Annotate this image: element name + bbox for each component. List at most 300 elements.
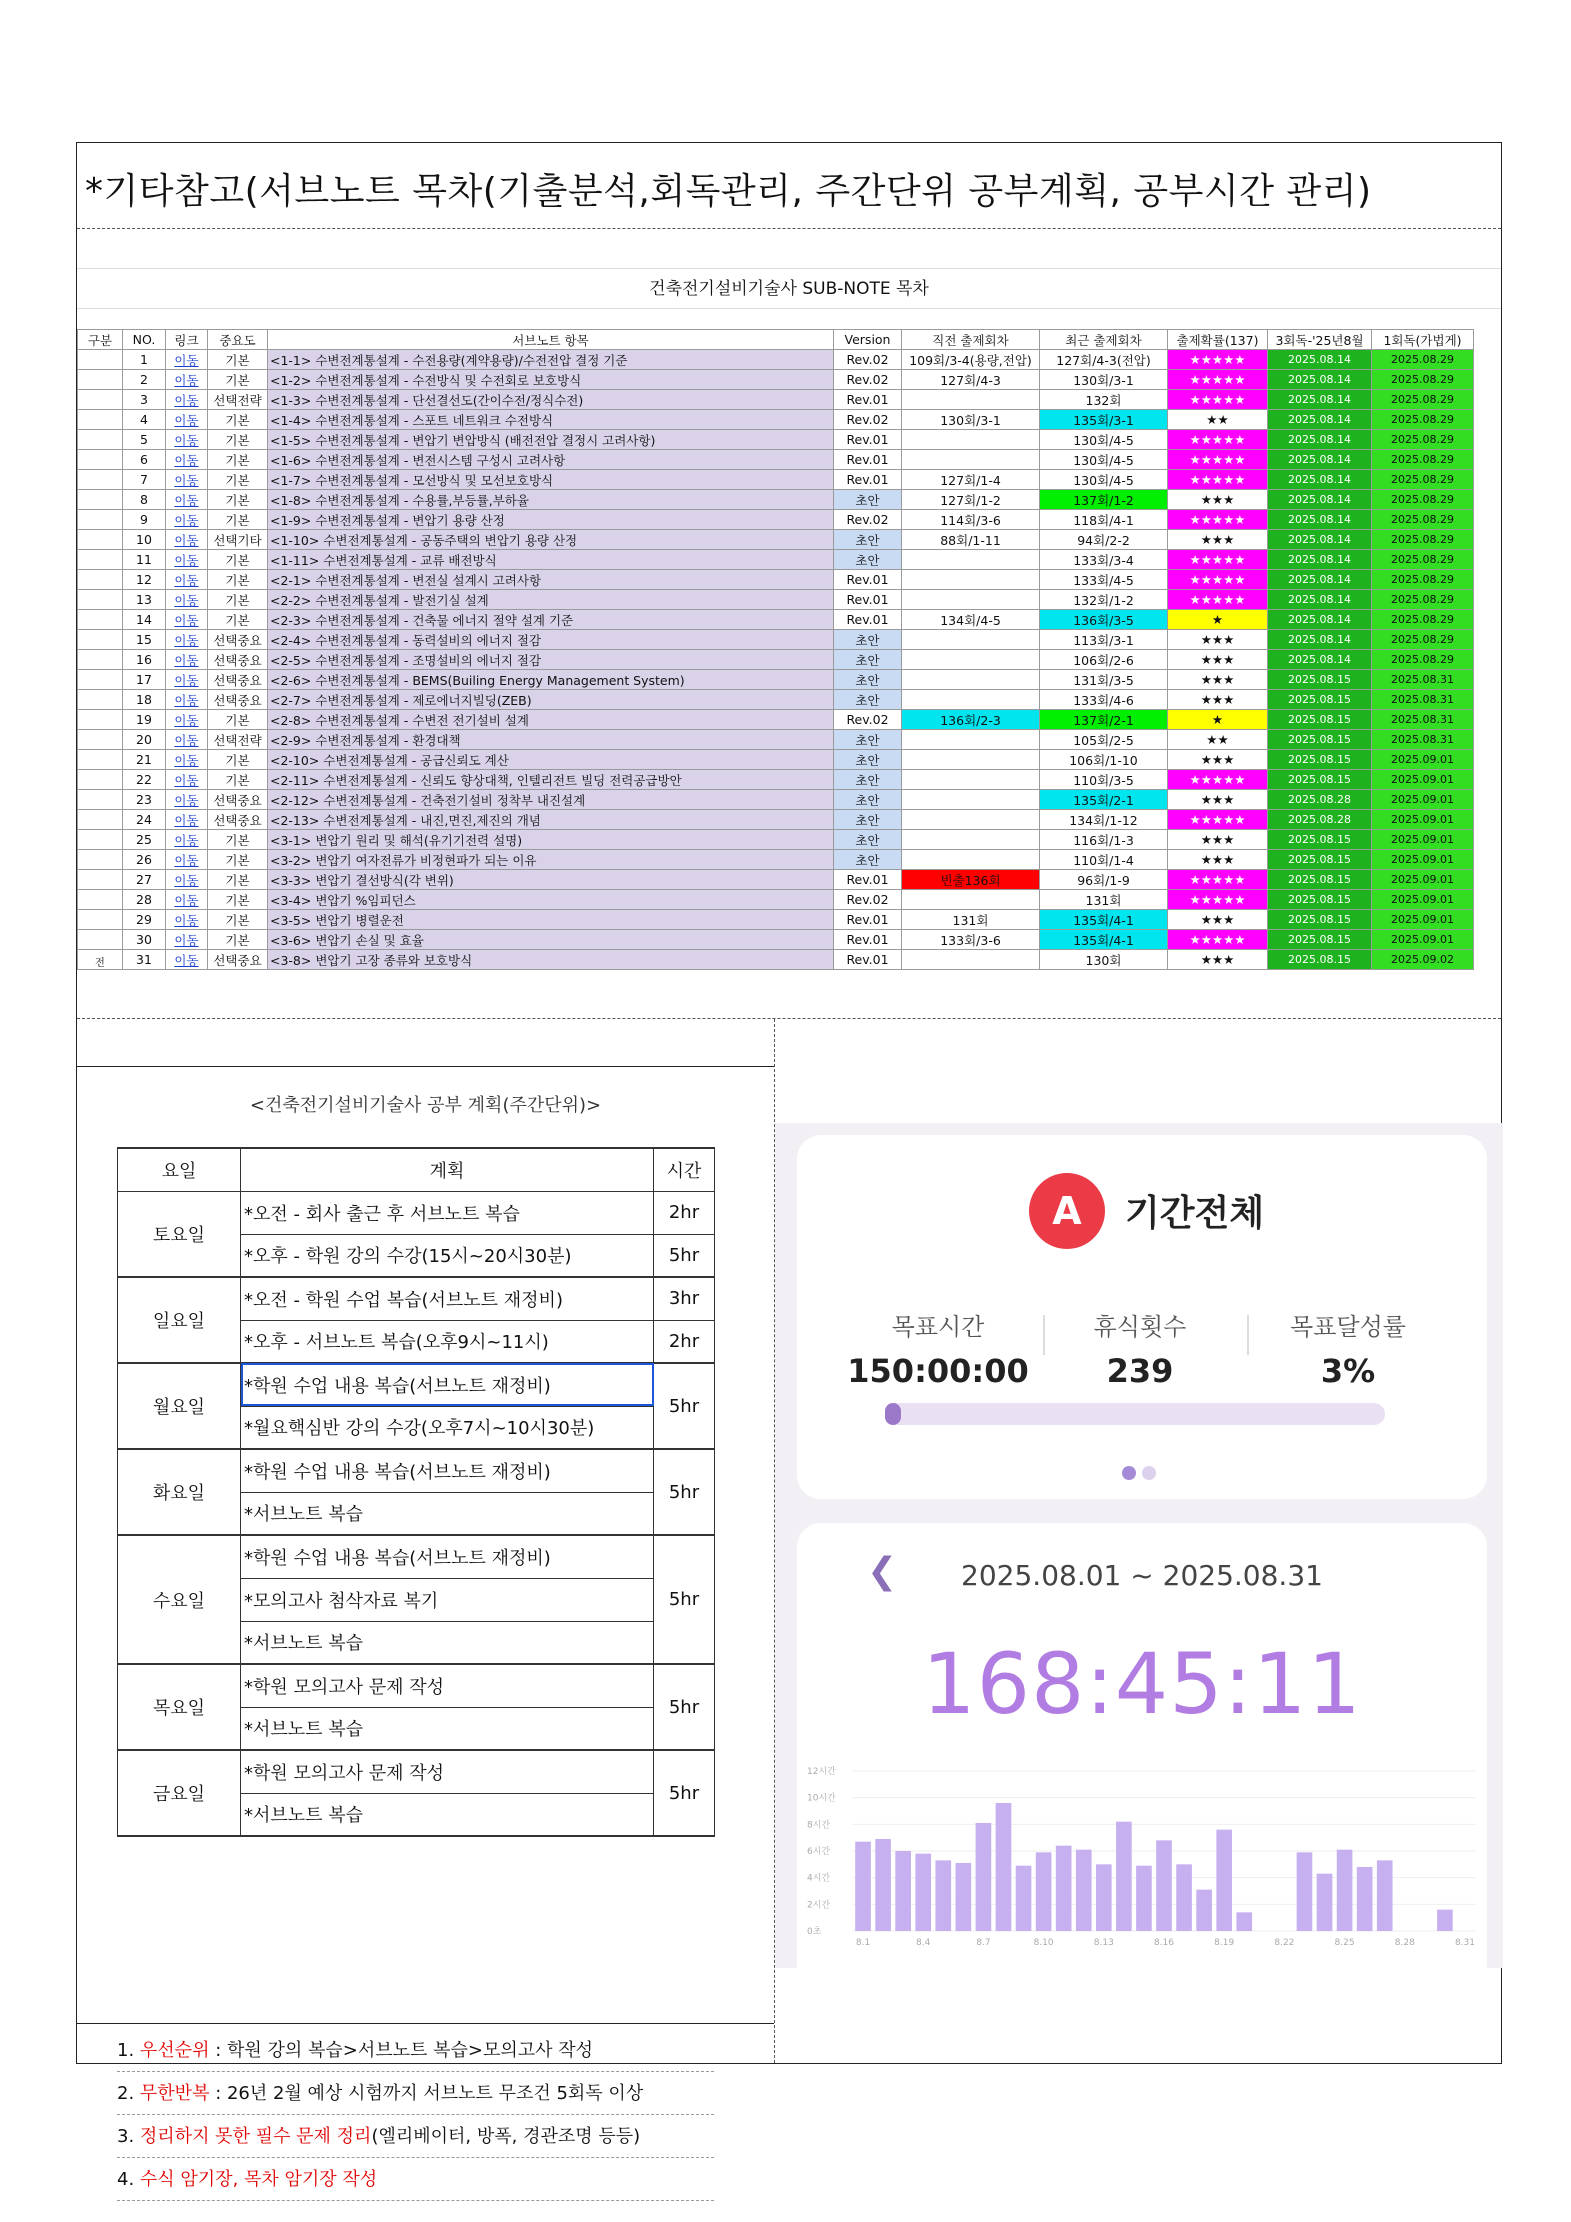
page-dot-active[interactable] (1122, 1466, 1136, 1480)
chart-bar[interactable] (855, 1842, 871, 1931)
goal-time-stat (833, 1307, 1043, 1390)
table-cell: 13 (123, 590, 166, 610)
table-cell: 2025.09.01 (1372, 770, 1474, 790)
side-label: 전 (78, 950, 123, 970)
chart-bar[interactable] (1317, 1874, 1333, 1931)
table-cell: 2025.08.29 (1372, 650, 1474, 670)
table-cell: <1-7> 수변전계통설계 - 모선방식 및 모선보호방식 (268, 470, 834, 490)
table-cell: Rev.01 (834, 430, 902, 450)
plan-hours: 5hr (654, 1363, 715, 1449)
table-cell: 135회/4-1 (1040, 930, 1168, 950)
table-row (78, 910, 1474, 930)
table-cell: 초안 (834, 490, 902, 510)
table-cell: <2-3> 수변전계통설계 - 건축물 에너지 절약 설계 기준 (268, 610, 834, 630)
table-cell: Rev.01 (834, 610, 902, 630)
table-row (78, 730, 1474, 750)
table-row (78, 610, 1474, 630)
table-cell: ★★★★★ (1168, 450, 1268, 470)
table-cell: 133회/3-6 (902, 930, 1040, 950)
chart-bar[interactable] (1437, 1910, 1453, 1931)
table-cell: 기본 (208, 450, 268, 470)
y-tick-label: 0초 (807, 1927, 822, 1937)
row-link[interactable]: 이동 (166, 710, 208, 730)
table-cell (78, 530, 123, 550)
table-cell (902, 450, 1040, 470)
table-cell (78, 430, 123, 450)
table-cell: 110회/1-4 (1040, 850, 1168, 870)
subnote-header-cell: 링크 (166, 330, 208, 350)
table-cell (902, 730, 1040, 750)
table-cell: 기본 (208, 770, 268, 790)
table-cell: 118회/4-1 (1040, 510, 1168, 530)
subnote-header-cell: 구분 (78, 330, 123, 350)
x-tick-label: 8.1 (855, 1938, 871, 1948)
table-cell: 28 (123, 890, 166, 910)
table-cell: 88회/1-11 (902, 530, 1040, 550)
chart-bar[interactable] (1377, 1860, 1393, 1931)
table-cell: Rev.01 (834, 570, 902, 590)
row-link[interactable]: 이동 (166, 590, 208, 610)
table-cell: ★★ (1168, 410, 1268, 430)
table-cell: 초안 (834, 770, 902, 790)
row-link[interactable]: 이동 (166, 530, 208, 550)
row-link[interactable]: 이동 (166, 790, 208, 810)
chart-bar[interactable] (1176, 1864, 1192, 1931)
table-cell: <3-6> 변압기 손실 및 효율 (268, 930, 834, 950)
table-cell: 기본 (208, 370, 268, 390)
table-cell: 135회/4-1 (1040, 910, 1168, 930)
table-cell: 14 (123, 610, 166, 630)
row-link[interactable]: 이동 (166, 610, 208, 630)
table-cell: 2025.08.29 (1372, 390, 1474, 410)
page-frame (76, 142, 1502, 2190)
table-cell: 130회/3-1 (902, 410, 1040, 430)
goal-summary-card (797, 1135, 1487, 1499)
table-cell: <1-5> 수변전계통설계 - 변압기 변압방식 (배전전압 결정시 고려사항) (268, 430, 834, 450)
timer-top-gap (775, 1019, 1503, 1123)
chevron-left-icon[interactable]: ❮ (867, 1551, 898, 1592)
row-link[interactable]: 이동 (166, 470, 208, 490)
subnote-header-cell: 3회독-'25년8월 (1268, 330, 1372, 350)
table-cell: 133회/4-5 (1040, 570, 1168, 590)
x-tick-label: 8.10 (1033, 1938, 1054, 1948)
table-cell: 기본 (208, 430, 268, 450)
table-cell: 2025.08.29 (1372, 450, 1474, 470)
plan-item[interactable]: *오전 - 회사 출근 후 서브노트 복습 (241, 1191, 654, 1234)
row-link[interactable]: 이동 (166, 910, 208, 930)
table-cell: 2025.08.29 (1372, 490, 1474, 510)
plan-row (118, 1664, 715, 1707)
table-cell (78, 410, 123, 430)
table-cell: 105회/2-5 (1040, 730, 1168, 750)
table-row (78, 430, 1474, 450)
table-cell: 2025.08.28 (1268, 790, 1372, 810)
table-cell: ★★ (1168, 730, 1268, 750)
subnote-header-row (78, 330, 1474, 350)
table-cell: 초안 (834, 650, 902, 670)
table-cell: 4 (123, 410, 166, 430)
row-link[interactable]: 이동 (166, 510, 208, 530)
table-cell: 2025.08.15 (1268, 930, 1372, 950)
x-tick-label: 8.28 (1394, 1938, 1415, 1948)
table-cell: 6 (123, 450, 166, 470)
x-tick-label: 8.13 (1093, 1938, 1114, 1948)
table-cell: 137회/2-1 (1040, 710, 1168, 730)
row-link[interactable]: 이동 (166, 350, 208, 370)
table-cell: <2-11> 수변전계통설계 - 신뢰도 향상대책, 인텔리전트 빌딩 전력공급방안 (268, 770, 834, 790)
row-link[interactable]: 이동 (166, 730, 208, 750)
table-cell: 선택중요 (208, 690, 268, 710)
table-cell (78, 610, 123, 630)
table-row (78, 670, 1474, 690)
row-link[interactable]: 이동 (166, 650, 208, 670)
table-cell (78, 870, 123, 890)
period-total-card (797, 1523, 1487, 1968)
table-cell: 2025.09.01 (1372, 870, 1474, 890)
row-link[interactable]: 이동 (166, 690, 208, 710)
table-cell: 136회/2-3 (902, 710, 1040, 730)
row-link[interactable]: 이동 (166, 550, 208, 570)
table-cell: 2025.08.14 (1268, 510, 1372, 530)
plan-header-hours: 시간 (654, 1148, 715, 1191)
table-cell: 2025.08.29 (1372, 510, 1474, 530)
chart-bar[interactable] (1036, 1852, 1052, 1931)
row-link[interactable]: 이동 (166, 850, 208, 870)
table-row (78, 390, 1474, 410)
table-cell (78, 850, 123, 870)
table-cell: 빈출136회 (902, 870, 1040, 890)
plan-item[interactable]: *월요핵심반 강의 수강(오후7시~10시30분) (241, 1406, 654, 1449)
table-cell: 130회 (1040, 950, 1168, 970)
table-cell: 2025.08.15 (1268, 710, 1372, 730)
table-cell: ★★★ (1168, 850, 1268, 870)
plan-note (117, 2072, 714, 2115)
plan-row (118, 1191, 715, 1234)
table-cell (78, 670, 123, 690)
table-cell: Rev.01 (834, 470, 902, 490)
table-cell: 2025.08.29 (1372, 470, 1474, 490)
table-cell: <1-3> 수변전계통설계 - 단선결선도(간이수전/정식수전) (268, 390, 834, 410)
chart-bar[interactable] (1096, 1864, 1112, 1931)
table-cell: 20 (123, 730, 166, 750)
chart-bar[interactable] (1297, 1852, 1313, 1931)
table-cell (78, 770, 123, 790)
table-cell: 23 (123, 790, 166, 810)
row-link[interactable]: 이동 (166, 930, 208, 950)
table-cell: 127회/1-4 (902, 470, 1040, 490)
chart-bar[interactable] (976, 1823, 992, 1931)
table-cell: 기본 (208, 890, 268, 910)
row-link[interactable]: 이동 (166, 950, 208, 970)
table-cell: 기본 (208, 750, 268, 770)
table-cell (78, 490, 123, 510)
plan-item[interactable]: *학원 모의고사 문제 작성 (241, 1750, 654, 1793)
table-cell: 기본 (208, 570, 268, 590)
plan-hours: 5hr (654, 1750, 715, 1836)
note-num: 4. (117, 2169, 140, 2190)
plan-hours: 2hr (654, 1191, 715, 1234)
row-link[interactable]: 이동 (166, 810, 208, 830)
note-rest: : 학원 강의 복습>서브노트 복습>모의고사 작성 (209, 2040, 594, 2061)
row-link[interactable]: 이동 (166, 870, 208, 890)
table-cell: 8 (123, 490, 166, 510)
study-plan-panel (77, 1019, 775, 2190)
chart-bar[interactable] (1056, 1846, 1072, 1931)
table-cell (902, 650, 1040, 670)
table-cell: 선택전략 (208, 730, 268, 750)
plan-day: 월요일 (118, 1363, 241, 1449)
row-link[interactable]: 이동 (166, 630, 208, 650)
table-cell: <1-10> 수변전계통설계 - 공동주택의 변압기 용량 산정 (268, 530, 834, 550)
plan-item[interactable]: *학원 수업 내용 복습(서브노트 재정비) (241, 1535, 654, 1578)
table-row (78, 350, 1474, 370)
row-link[interactable]: 이동 (166, 410, 208, 430)
plan-day: 금요일 (118, 1750, 241, 1836)
subnote-header-cell: NO. (123, 330, 166, 350)
table-cell: 기본 (208, 910, 268, 930)
table-cell: 2025.08.15 (1268, 910, 1372, 930)
plan-item[interactable]: *모의고사 첨삭자료 복기 (241, 1578, 654, 1621)
table-cell: 26 (123, 850, 166, 870)
table-cell: 15 (123, 630, 166, 650)
table-cell (902, 830, 1040, 850)
table-row (78, 570, 1474, 590)
table-cell: 2025.09.01 (1372, 850, 1474, 870)
row-link[interactable]: 이동 (166, 770, 208, 790)
table-cell (902, 390, 1040, 410)
table-cell: ★★★★★ (1168, 470, 1268, 490)
table-cell: 10 (123, 530, 166, 550)
table-cell: 127회/1-2 (902, 490, 1040, 510)
chart-bar[interactable] (996, 1803, 1012, 1931)
x-tick-label: 8.16 (1153, 1938, 1175, 1948)
table-cell: ★★★ (1168, 690, 1268, 710)
table-cell: 2025.08.14 (1268, 370, 1372, 390)
row-link[interactable]: 이동 (166, 890, 208, 910)
table-cell: 132회 (1040, 390, 1168, 410)
table-cell: 기본 (208, 870, 268, 890)
table-cell: 2025.08.15 (1268, 670, 1372, 690)
table-cell: 31 (123, 950, 166, 970)
table-cell: ★★★ (1168, 790, 1268, 810)
plan-item[interactable]: *학원 수업 내용 복습(서브노트 재정비) (241, 1449, 654, 1492)
page-dot[interactable] (1142, 1466, 1156, 1480)
table-cell: 137회/1-2 (1040, 490, 1168, 510)
plan-row (118, 1535, 715, 1578)
table-cell: ★ (1168, 610, 1268, 630)
table-cell: 2025.08.15 (1268, 730, 1372, 750)
chart-bar[interactable] (1016, 1866, 1032, 1931)
table-cell: ★★★★★ (1168, 510, 1268, 530)
note-red: 수식 암기장, 목차 암기장 작성 (139, 2169, 378, 2190)
y-tick-label: 2시간 (807, 1900, 831, 1911)
plan-item[interactable]: *오후 - 학원 강의 수강(15시~20시30분) (241, 1234, 654, 1277)
page-indicator[interactable] (1122, 1465, 1162, 1484)
table-cell: 110회/3-5 (1040, 770, 1168, 790)
table-cell: 선택중요 (208, 650, 268, 670)
y-tick-label: 8시간 (807, 1820, 831, 1831)
daily-study-chart (805, 1751, 1485, 1963)
row-link[interactable]: 이동 (166, 450, 208, 470)
row-link[interactable]: 이동 (166, 570, 208, 590)
table-cell: 초안 (834, 530, 902, 550)
chart-bar[interactable] (915, 1854, 931, 1931)
table-cell: 131회 (902, 910, 1040, 930)
chart-bar[interactable] (935, 1860, 951, 1931)
chart-bar[interactable] (956, 1863, 972, 1931)
table-cell: 초안 (834, 750, 902, 770)
row-link[interactable]: 이동 (166, 490, 208, 510)
table-cell: 131회/3-5 (1040, 670, 1168, 690)
table-cell: 16 (123, 650, 166, 670)
table-cell: ★★★★★ (1168, 810, 1268, 830)
table-cell: <1-11> 수변전계통설계 - 교류 배전방식 (268, 550, 834, 570)
plan-item[interactable]: *오후 - 서브노트 복습(오후9시~11시) (241, 1320, 654, 1363)
plan-hours: 5hr (654, 1449, 715, 1535)
table-cell: 초안 (834, 690, 902, 710)
chart-bar[interactable] (895, 1851, 911, 1931)
row-link[interactable]: 이동 (166, 370, 208, 390)
table-cell: 선택기타 (208, 530, 268, 550)
plan-header-row (118, 1148, 715, 1191)
plan-item[interactable]: *서브노트 복습 (241, 1793, 654, 1836)
note-num: 3. (117, 2126, 140, 2147)
row-link[interactable]: 이동 (166, 430, 208, 450)
period-label[interactable]: 기간전체 (1125, 1193, 1265, 1234)
table-cell: 2025.08.14 (1268, 470, 1372, 490)
table-cell: 24 (123, 810, 166, 830)
table-cell: 초안 (834, 830, 902, 850)
table-cell: 106회/1-10 (1040, 750, 1168, 770)
weekly-plan-table (117, 1147, 715, 1837)
table-cell: 기본 (208, 710, 268, 730)
table-cell: 2025.08.14 (1268, 350, 1372, 370)
chart-bar[interactable] (1136, 1866, 1152, 1931)
plan-item[interactable]: *서브노트 복습 (241, 1707, 654, 1750)
table-cell: 132회/1-2 (1040, 590, 1168, 610)
x-tick-label: 8.19 (1214, 1938, 1235, 1948)
subnote-header-cell: 출제확률(137) (1168, 330, 1268, 350)
x-tick-label: 8.22 (1274, 1938, 1295, 1948)
table-cell (78, 710, 123, 730)
table-cell: 기본 (208, 590, 268, 610)
table-cell: 2025.08.29 (1372, 370, 1474, 390)
table-cell: <1-2> 수변전계통설계 - 수전방식 및 수전회로 보호방식 (268, 370, 834, 390)
row-link[interactable]: 이동 (166, 830, 208, 850)
table-cell: 2025.08.31 (1372, 730, 1474, 750)
table-row (78, 890, 1474, 910)
note-rest: : 26년 2월 예상 시험까지 서브노트 무조건 5회독 이상 (209, 2083, 644, 2104)
plan-top-row (77, 1019, 774, 1067)
chart-bar[interactable] (1216, 1830, 1232, 1931)
break-count-label: 휴식횟수 (1093, 1313, 1187, 1341)
plan-item[interactable]: *오전 - 학원 수업 복습(서브노트 재정비) (241, 1277, 654, 1320)
table-cell (78, 650, 123, 670)
chart-bar[interactable] (1156, 1840, 1172, 1931)
table-cell (78, 370, 123, 390)
subnote-title: 건축전기설비기술사 SUB-NOTE 목차 (77, 269, 1501, 309)
chart-bar[interactable] (1337, 1850, 1353, 1931)
table-cell: 130회/3-1 (1040, 370, 1168, 390)
table-cell: ★★★★★ (1168, 770, 1268, 790)
table-cell: <2-5> 수변전계통설계 - 조명설비의 에너지 절감 (268, 650, 834, 670)
table-row (78, 550, 1474, 570)
chart-bar[interactable] (1196, 1890, 1212, 1931)
plan-item[interactable]: *서브노트 복습 (241, 1621, 654, 1664)
plan-item[interactable]: *서브노트 복습 (241, 1492, 654, 1535)
table-cell (78, 350, 123, 370)
break-count-stat (1035, 1307, 1245, 1390)
table-cell: ★★★ (1168, 750, 1268, 770)
table-row (78, 370, 1474, 390)
table-cell: 기본 (208, 610, 268, 630)
row-link[interactable]: 이동 (166, 390, 208, 410)
table-cell: 선택중요 (208, 670, 268, 690)
table-cell (902, 550, 1040, 570)
table-cell: ★★★★★ (1168, 930, 1268, 950)
table-cell: 2025.08.14 (1268, 390, 1372, 410)
subnote-header-cell: 직전 출제회차 (902, 330, 1040, 350)
x-tick-label: 8.31 (1454, 1938, 1475, 1948)
table-cell (78, 790, 123, 810)
table-cell: 21 (123, 750, 166, 770)
table-cell: 2025.08.31 (1372, 670, 1474, 690)
table-cell: 2025.08.29 (1372, 570, 1474, 590)
chart-bar[interactable] (1116, 1822, 1132, 1931)
row-link[interactable]: 이동 (166, 670, 208, 690)
table-cell: 2025.08.15 (1268, 870, 1372, 890)
table-cell: 109회/3-4(용량,전압) (902, 350, 1040, 370)
chart-bar[interactable] (1357, 1867, 1373, 1931)
table-cell: ★★★★★ (1168, 370, 1268, 390)
x-tick-label: 8.25 (1334, 1938, 1355, 1948)
table-cell: 133회/4-6 (1040, 690, 1168, 710)
table-cell: ★★★★★ (1168, 350, 1268, 370)
table-cell: 2025.08.14 (1268, 430, 1372, 450)
table-cell: Rev.01 (834, 950, 902, 970)
table-cell: 2025.09.01 (1372, 910, 1474, 930)
table-cell (902, 670, 1040, 690)
chart-bar[interactable] (1076, 1850, 1092, 1931)
table-cell: Rev.02 (834, 370, 902, 390)
table-cell (78, 630, 123, 650)
plan-item[interactable]: *학원 모의고사 문제 작성 (241, 1664, 654, 1707)
goal-progress-bar (885, 1403, 1385, 1425)
chart-bar[interactable] (875, 1839, 891, 1931)
table-cell (78, 890, 123, 910)
table-cell: 134회/4-5 (902, 610, 1040, 630)
goal-time-value: 150:00:00 (847, 1352, 1029, 1390)
row-link[interactable]: 이동 (166, 750, 208, 770)
table-cell: 7 (123, 470, 166, 490)
table-cell: 25 (123, 830, 166, 850)
table-cell: 기본 (208, 410, 268, 430)
table-cell: 2025.08.14 (1268, 570, 1372, 590)
chart-bar[interactable] (1236, 1912, 1252, 1931)
plan-item[interactable]: *학원 수업 내용 복습(서브노트 재정비) (241, 1363, 654, 1406)
table-cell: 2025.08.14 (1268, 610, 1372, 630)
date-range: 2025.08.01 ~ 2025.08.31 (961, 1559, 1323, 1592)
table-cell: 기본 (208, 830, 268, 850)
table-cell: 2025.08.14 (1268, 450, 1372, 470)
table-cell: 2025.08.14 (1268, 650, 1372, 670)
plan-hours: 5hr (654, 1234, 715, 1277)
table-cell: 2025.09.01 (1372, 890, 1474, 910)
table-cell: <1-8> 수변전계통설계 - 수용률,부등률,부하율 (268, 490, 834, 510)
table-cell: 114회/3-6 (902, 510, 1040, 530)
table-row (78, 690, 1474, 710)
plan-row (118, 1750, 715, 1793)
